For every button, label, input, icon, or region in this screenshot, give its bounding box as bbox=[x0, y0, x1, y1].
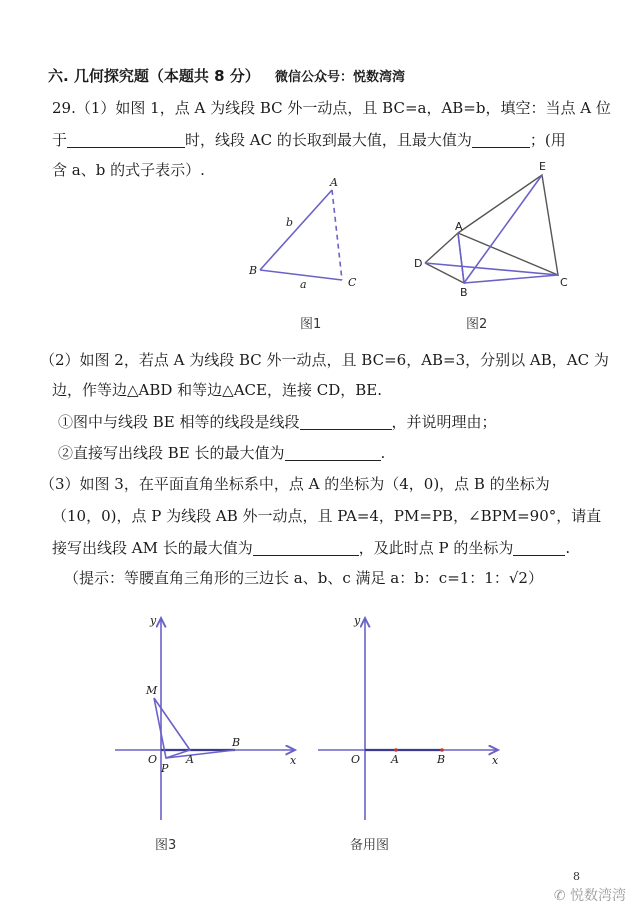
hint-text-c: ） bbox=[527, 569, 543, 587]
fig1-point-a: A bbox=[330, 176, 338, 189]
section-title bbox=[48, 66, 405, 88]
fig2-point-e: E bbox=[539, 160, 546, 173]
figure-backup bbox=[318, 614, 499, 820]
fig3-x-label: x bbox=[290, 754, 297, 767]
q29-line2-a: 于 bbox=[52, 131, 68, 149]
hint-text-a: （提示：等腰直角三角形的三边长 a、b、c 满足 a：b：c=1：1： bbox=[64, 569, 509, 587]
fig3-caption: 图3 bbox=[155, 838, 177, 853]
fig1-point-c: C bbox=[348, 276, 357, 289]
fig2-point-c: C bbox=[560, 276, 568, 289]
fig1-side-a: a bbox=[300, 278, 307, 291]
triangle-ace bbox=[458, 175, 558, 275]
answer-blank-2[interactable] bbox=[472, 133, 530, 148]
fig4-point-a: A bbox=[391, 753, 399, 766]
section-title-text: 六. 几何探究题（本题共 8 分） bbox=[48, 67, 260, 85]
q29-part2-line4 bbox=[58, 443, 385, 463]
watermark bbox=[554, 885, 626, 905]
q29-part3-line3-a: 接写出线段 AM 长的最大值为 bbox=[52, 539, 253, 557]
watermark-text: 悦数湾湾 bbox=[570, 888, 626, 904]
q29-line2 bbox=[52, 130, 566, 150]
q29-line3: 含 a、b 的式子表示）. bbox=[52, 161, 205, 179]
fig4-point-o: O bbox=[351, 753, 361, 766]
fig4-caption: 备用图 bbox=[350, 838, 390, 853]
fig2-point-d: D bbox=[414, 257, 423, 270]
segment-ab2 bbox=[458, 233, 464, 283]
q29-part3-hint bbox=[64, 568, 543, 588]
segment-bc2 bbox=[464, 275, 558, 283]
segment-be bbox=[464, 175, 542, 283]
fig3-point-p: P bbox=[161, 762, 169, 775]
answer-blank-6[interactable] bbox=[513, 541, 565, 556]
fig1-side-b: b bbox=[286, 216, 294, 229]
q29-part2-line1: （2）如图 2，若点 A 为线段 BC 外一动点，且 BC=6，AB=3，分别以 AB，AC 为 bbox=[40, 351, 609, 369]
q29-part3-line3 bbox=[52, 538, 570, 558]
q29-part2-line2: 边，作等边△ABD 和等边△ACE，连接 CD，BE. bbox=[52, 381, 382, 399]
wechat-icon: ✆ bbox=[553, 888, 566, 904]
sqrt2: √2 bbox=[508, 569, 528, 587]
fig2-point-a: A bbox=[455, 220, 463, 233]
q29-part3-line3-b: ，及此时点 P 的坐标为 bbox=[358, 539, 514, 557]
fig4-dot-b bbox=[440, 748, 444, 752]
q29-line2-c: ；(用 bbox=[529, 131, 566, 149]
fig2-point-b: B bbox=[460, 286, 468, 299]
fig1-point-b: B bbox=[249, 264, 258, 277]
fig4-dot-a bbox=[394, 748, 398, 752]
fig4-x-label: x bbox=[492, 754, 499, 767]
fig3-point-b: B bbox=[232, 736, 241, 749]
q29-part3-line2: （10，0)，点 P 为线段 AB 外一动点，且 PA=4，PM=PB，∠BPM=90°，请直 bbox=[52, 507, 602, 525]
q29-line1: 29.（1）如图 1，点 A 为线段 BC 外一动点，且 BC=a，AB=b，填空：当点 A 位 bbox=[52, 99, 611, 117]
fig4-point-b: B bbox=[437, 753, 446, 766]
q29-part3-line1: （3）如图 3，在平面直角坐标系中，点 A 的坐标为（4，0)，点 B 的坐标为 bbox=[40, 475, 550, 493]
answer-blank-3[interactable] bbox=[300, 415, 392, 430]
figures-1-2 bbox=[230, 160, 590, 335]
figure-1 bbox=[248, 176, 357, 291]
figure-3 bbox=[115, 614, 297, 820]
q29-line2-b: 时，线段 AC 的长取到最大值，且最大值为 bbox=[185, 131, 472, 149]
fig4-y-label: y bbox=[354, 614, 361, 627]
wechat-account: 微信公众号：悦数湾湾 bbox=[275, 70, 406, 85]
figure-2 bbox=[414, 160, 568, 299]
q29-part2-line4-a: ②直接写出线段 BE 长的最大值为 bbox=[58, 444, 285, 462]
q29-part3-line3-c: . bbox=[565, 539, 571, 557]
fig3-y-label: y bbox=[150, 614, 157, 627]
answer-blank-1[interactable] bbox=[67, 133, 185, 148]
fig1-caption: 图1 bbox=[300, 317, 322, 332]
q29-part2-line3-a: ①图中与线段 BE 相等的线段是线段 bbox=[58, 413, 300, 431]
fig3-point-a: A bbox=[186, 753, 194, 766]
segment-ac-dashed bbox=[332, 190, 342, 280]
segment-ab bbox=[260, 190, 332, 270]
q29-part2-line3 bbox=[58, 412, 497, 432]
answer-blank-4[interactable] bbox=[285, 446, 381, 461]
fig2-caption: 图2 bbox=[466, 317, 488, 332]
answer-blank-5[interactable] bbox=[253, 541, 359, 556]
q29-part2-line3-b: ，并说明理由； bbox=[391, 413, 497, 431]
figures-3-4 bbox=[110, 610, 510, 840]
fig3-point-o: O bbox=[148, 753, 158, 766]
q29-part2-line4-b: . bbox=[380, 444, 386, 462]
fig3-point-m: M bbox=[146, 684, 158, 697]
page-number: 8 bbox=[573, 870, 580, 883]
